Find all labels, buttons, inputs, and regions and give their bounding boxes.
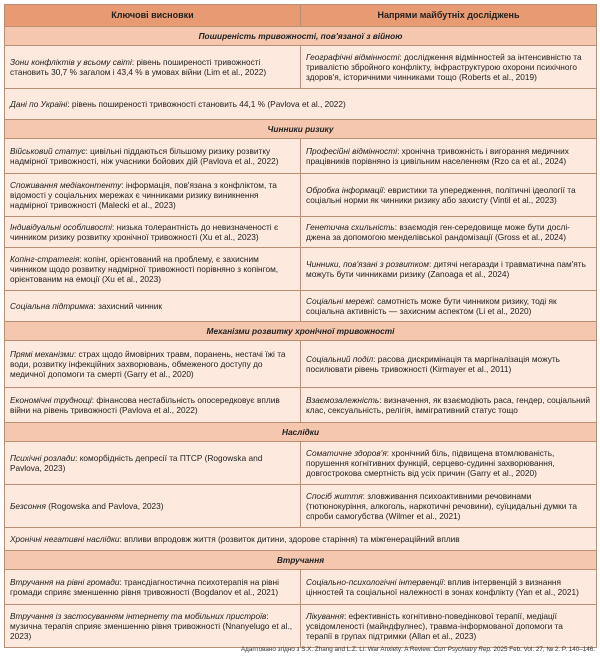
research-text: : хронічна тривожність і вигорання медичних працівників порівняно із цивільним населенням (Rzo ca et al., 2024) (306, 145, 569, 166)
finding-text: : впливи впродовж життя (розвиток дитини, здорове старіння) та міжгенераційний вплив (119, 533, 460, 544)
table-body (5, 27, 597, 648)
finding-lead: Копінг-стратегія (10, 253, 80, 264)
finding-lead: Втручання із застосуванням інтернету та мобільних пристроїв (10, 610, 267, 621)
research-lead: Лікування (306, 610, 344, 621)
research-lead: Соціальні мережі (306, 295, 373, 306)
research-text: : самотність може бути чинником ризику, тоді як соціальна активність — захисним аспектом (Li et al., 2020) (306, 295, 557, 316)
research-cell (301, 388, 597, 423)
table-header-row (5, 5, 597, 27)
research-cell (301, 248, 597, 291)
finding-lead: Індивідуальні особливості (10, 221, 112, 232)
section-title-prevalence: Поширеність тривожності, пов'язаної з війною (5, 27, 597, 46)
research-cell (301, 570, 597, 605)
research-text: : дитячі негаразди і травматична пам'ять можуть бути чинниками ризику (Zanoaga et al., 2024) (306, 258, 586, 279)
finding-cell (5, 605, 301, 648)
research-lead: Соціальний поділ (306, 353, 374, 364)
source-footnote (241, 646, 595, 653)
research-cell (301, 341, 597, 388)
finding-cell (5, 442, 301, 485)
research-lead: Соматичне здоров'я (306, 447, 387, 458)
finding-text: : цивільні піддаються більшому ризику розвитку надмірної тривожності, ніж учасники бойових дій (Pavlova et al., 2022) (10, 145, 279, 166)
research-cell (301, 442, 597, 485)
research-lead: Спосіб життя (306, 490, 363, 501)
finding-text: (Rogowska and Pavlova, 2023) (45, 500, 164, 511)
research-lead: Генетична схильність (306, 221, 395, 232)
finding-text: : рівень поширеності тривожності становить 30,7 % загалом і 43,4 % в умовах війни (Lim et al., 2022) (10, 56, 267, 77)
research-text: : расова дискримінація та маргіналізація можуть посилювати рівень тривожності (Kirmayer et al., 2011) (306, 353, 560, 374)
section-title-risk-factors: Чинники ризику (5, 120, 597, 139)
finding-cell (5, 174, 301, 217)
finding-lead: Прямі механізми (10, 348, 74, 359)
research-lead: Взаємозалежність (306, 394, 380, 405)
footnote-prefix: Адаптовано згідно з S.X. Zhang and L.Z. Li: War Anxiety: A Review. (240, 646, 434, 653)
findings-table (4, 4, 597, 648)
finding-text: : фінансова нестабільність опосередковує вплив війни на рівень тривожності (Pavlova et al., 2022) (10, 394, 280, 415)
finding-cell (5, 485, 301, 528)
finding-lead: Економічні труднощі (10, 394, 92, 405)
research-cell (301, 291, 597, 322)
finding-cell (5, 388, 301, 423)
finding-lead: Дані по Україні (10, 98, 68, 109)
finding-lead: Зони конфліктів у всьому світі (10, 56, 132, 67)
research-text: : евристики та упередження, політичні ідеології та соціальні норми як чинники ризику або захисту (Vintil et al., 2023) (306, 184, 576, 205)
research-cell (301, 139, 597, 174)
research-cell (301, 217, 597, 248)
footnote-journal: Curr Psychiatry Rep. (433, 646, 492, 653)
finding-lead: Безсоння (10, 500, 46, 511)
finding-lead: Втручання на рівні громади (10, 576, 120, 587)
finding-cell (5, 341, 301, 388)
finding-cell (5, 248, 301, 291)
wide-finding-cell (5, 89, 597, 120)
finding-text: : інформація, пов'язана з конфліктом, та відомості у соціальних мережах є чинниками ризику виникнення надмірної тривожності (Malecki et al., 2023) (10, 179, 277, 211)
finding-text: : трансдіагностична психотерапія на рівні громади сприяє зменшенню рівня тривожності (Bogdanov et al., 2021) (10, 576, 279, 597)
finding-cell (5, 217, 301, 248)
research-cell (301, 605, 597, 648)
finding-text: : рівень поширеності тривожності становить 44,1 % (Pavlova et al., 2022) (67, 98, 346, 109)
finding-cell (5, 291, 301, 322)
research-cell (301, 174, 597, 217)
research-text: : вплив інтервенцій з визнання цінностей та соціальної належності в зонах конфлікту (Yan et al., 2021) (306, 576, 579, 597)
finding-lead: Споживання медіаконтенту (10, 179, 122, 190)
section-title-interventions: Втручання (5, 551, 597, 570)
finding-text: : коморбідність депресії та ПТСР (Rogowska and Pavlova, 2023) (10, 452, 263, 473)
header-key-findings: Ключові висновки (5, 5, 301, 27)
finding-text: : музична терапія сприяє зменшенню рівня тривожності (Nnanyelugo et al., 2023) (10, 610, 293, 642)
research-text: : визначення, як взаємодіють раса, гендер, соціальний клас, сексуальність, релігія, іммігративний статус тощо (306, 394, 591, 415)
research-text: : ефективність когнітивно-поведінкової терапії, медіації усвідомленості (майндфулнес), травма-інформованої допомоги та терапії в групах підтримки (Allan et al., 2023) (306, 610, 563, 642)
finding-lead: Соціальна підтримка (10, 300, 94, 311)
finding-text: : низька толерантність до невизначеності є чинником ризику розвитку хронічної тривожності (Xu et al., 2023) (10, 221, 279, 242)
research-lead: Професійні відмінності (306, 145, 398, 156)
research-lead: Соціально-психологічні інтервенції (306, 576, 444, 587)
section-title-mechanisms: Механізми розвитку хронічної тривожності (5, 322, 597, 341)
finding-lead: Хронічні негативні наслідки (10, 533, 120, 544)
research-text: : дослідження відмінностей за інтенсивністю та тривалістю збройного конфлікту, інфраструктурою охорони психічного здоров'я, історичними чинниками тощо (Roberts et al., 2019) (306, 51, 582, 83)
research-text: : зловживання психоактивними речовинами (тютюнокуріння, алкоголь, наркотичні речовини), суїцидальні думки та спроби самогубства (Wilmer et al., 2021) (306, 490, 577, 522)
research-lead: Обробка інформації (306, 184, 384, 195)
finding-text: : страх щодо ймовірних травм, поранень, нестачі їжі та води, розвитку інфекційних захворювань, обмеженого доступу до медичної допомоги та смерті (Garry et al., 2020) (10, 348, 286, 380)
finding-text: : копінг, орієнтований на проблему, є захисним чинником щодо розвитку надмірної тривожності порівняно з копінгом, орієнтованим на емоції (Xu et al., 2023) (10, 253, 279, 285)
finding-lead: Психічні розлади (10, 452, 76, 463)
finding-text: : захисний чинник (93, 300, 163, 311)
finding-cell (5, 46, 301, 89)
finding-lead: Військовий статус (10, 145, 86, 156)
section-title-consequences: Наслідки (5, 423, 597, 442)
research-text: : хронічний біль, підвищена втомлюваність, порушення когнітивних функцій, серцево-судинні захворювання, довгострокова смертність від усіх причин (Garry et al., 2020) (306, 447, 555, 479)
finding-cell (5, 570, 301, 605)
research-lead: Чинники, пов'язані з розвитком (306, 258, 429, 269)
footnote-suffix: 2025 Feb. Vol. 27, № 2. P. 140–146. (491, 646, 595, 653)
research-cell (301, 46, 597, 89)
finding-cell (5, 139, 301, 174)
header-future-research: Напрями майбутніх досліджень (301, 5, 597, 27)
research-cell (301, 485, 597, 528)
research-text: : взаємодія ген-середовище може бути дослі-джена за допомогою менделівської рандомізації (Gross et al., 2024) (306, 221, 570, 242)
research-lead: Географічні відмінності (306, 51, 400, 62)
wide-finding-cell (5, 528, 597, 551)
